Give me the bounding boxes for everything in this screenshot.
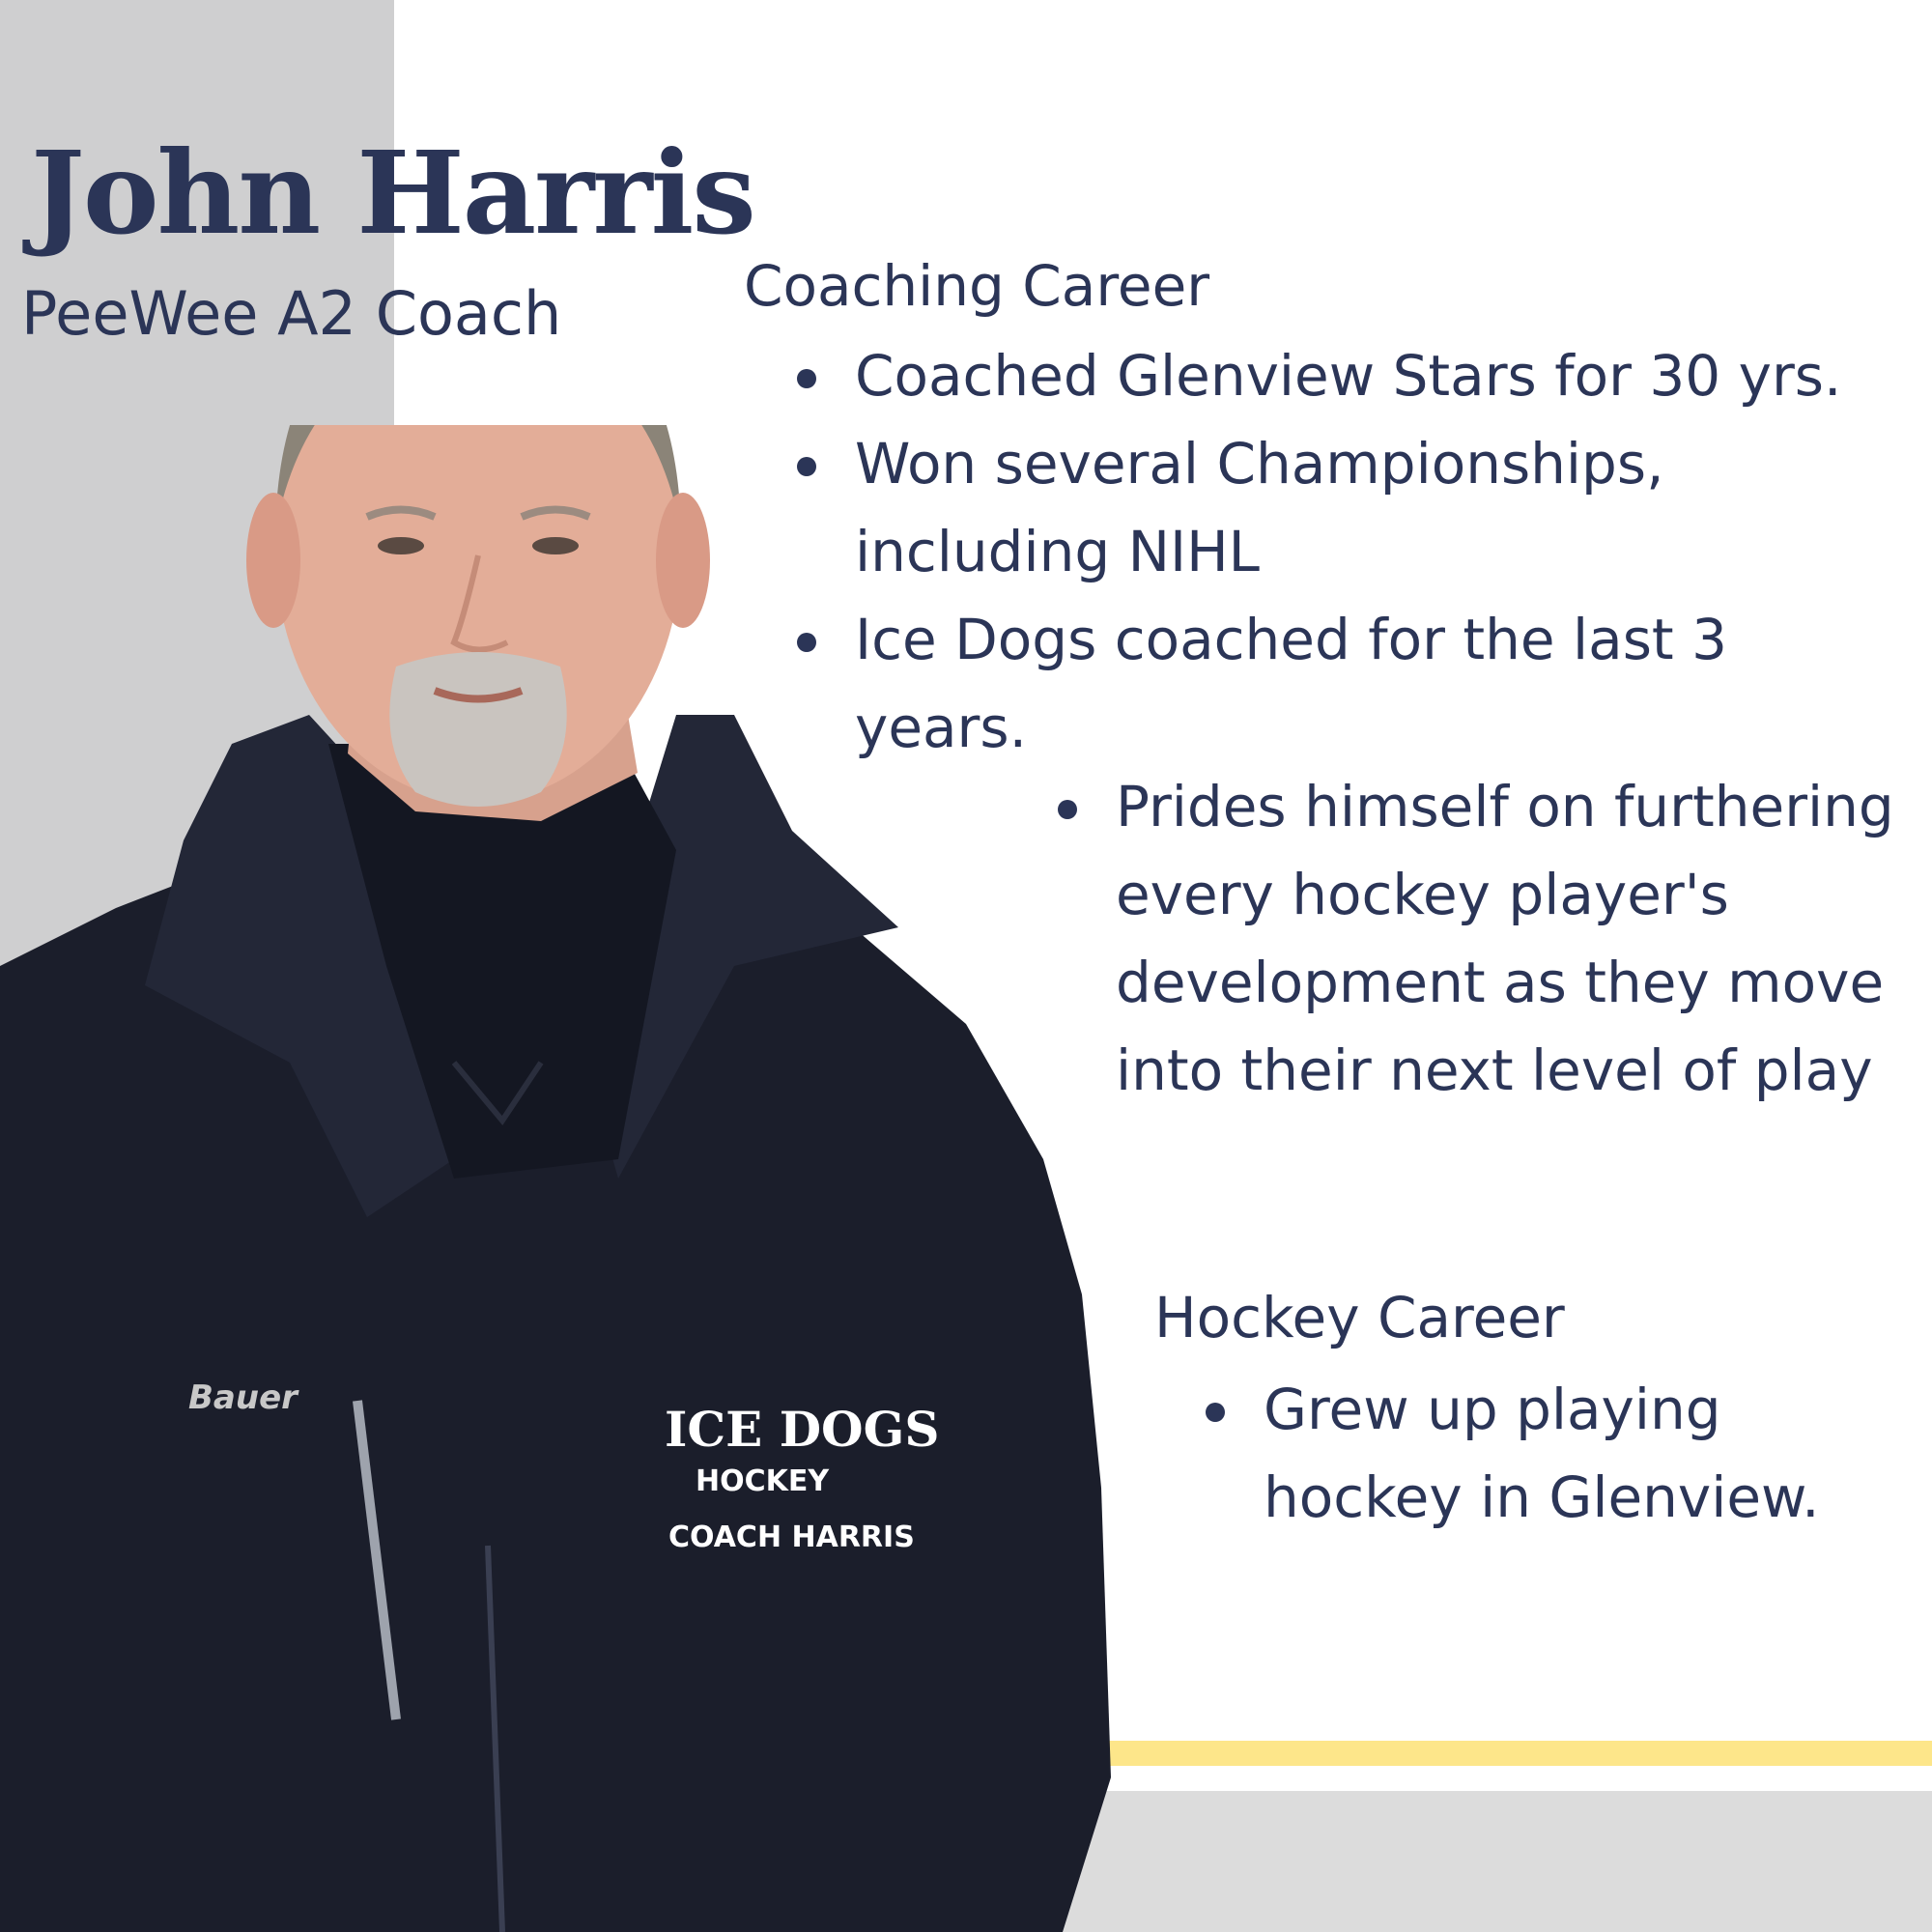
svg-text:HOCKEY: HOCKEY <box>696 1464 830 1498</box>
list-item: Grew up playing hockey in Glenview. <box>1264 1366 1920 1542</box>
coaching-career-list-continued <box>1116 763 1918 1115</box>
list-item: Ice Dogs coached for the last 3 years. <box>855 596 1811 772</box>
yellow-accent-stripe <box>1082 1741 1932 1766</box>
list-item: Prides himself on furthering every hockey player's development as they move into their next level of play <box>1116 763 1918 1115</box>
hockey-career-list <box>1264 1366 1920 1542</box>
list-item: Coached Glenview Stars for 30 yrs. <box>855 332 1927 420</box>
coaching-career-list <box>855 332 1927 772</box>
list-item: Won several Championships, including NIHL <box>855 420 1744 596</box>
coaching-career-heading: Coaching Career <box>744 253 1210 319</box>
coach-role: PeeWee A2 Coach <box>21 278 562 349</box>
svg-text:COACH HARRIS: COACH HARRIS <box>668 1520 915 1554</box>
hockey-career-heading: Hockey Career <box>1154 1285 1565 1350</box>
svg-text:ICE DOGS: ICE DOGS <box>665 1401 940 1458</box>
goatee <box>389 652 566 807</box>
coach-name: John Harris <box>31 126 754 260</box>
bauer-logo: Bauer <box>188 1378 298 1417</box>
